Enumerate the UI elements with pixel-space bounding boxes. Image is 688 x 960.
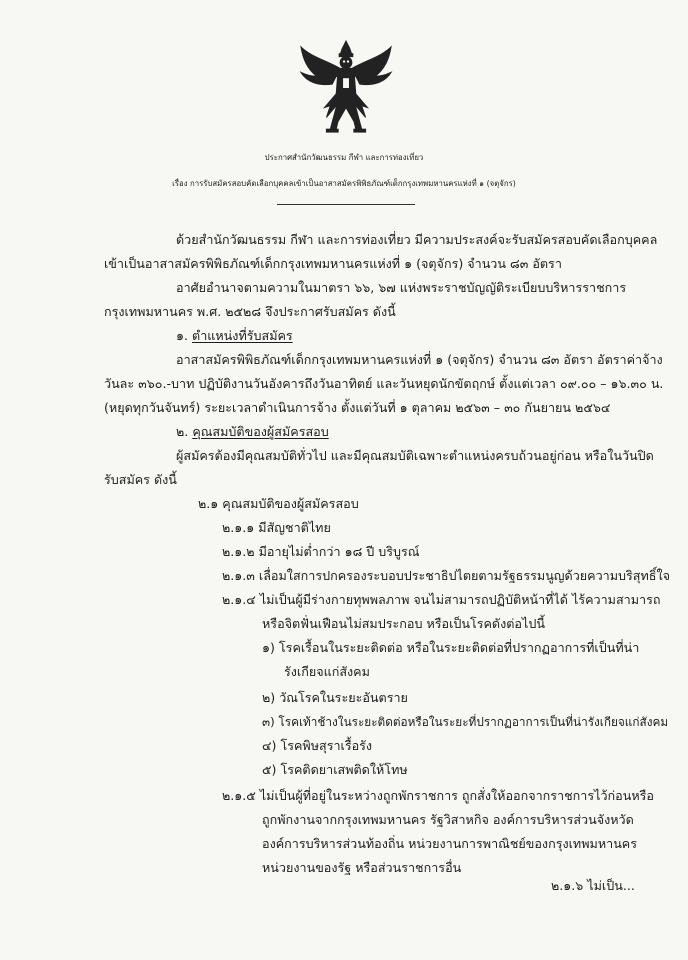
section1-number: ๑. xyxy=(176,328,188,343)
item-2-1-4-line2: หรือจิตฟั่นเฟือนไม่สมประกอบ หรือเป็นโรคดังต่อไปนี้ xyxy=(262,616,545,631)
section2-heading xyxy=(176,424,329,440)
section2-number: ๒. xyxy=(176,424,189,439)
section1-title: ตำแหน่งที่รับสมัคร xyxy=(192,328,293,343)
intro-para1-line1: ด้วยสำนักวัฒนธรรม กีฬา และการท่องเที่ยว มีความประสงค์จะรับสมัครสอบคัดเลือกบุคคล xyxy=(176,232,658,247)
continuation-marker: ๒.๑.๖ ไม่เป็น... xyxy=(551,878,635,893)
item-2-1-4-line1: ๒.๑.๔ ไม่เป็นผู้มีร่างกายทุพพลภาพ จนไม่สามารถปฏิบัติหน้าที่ได้ ไร้ความสามารถ xyxy=(222,592,661,607)
disease-2: ๒) วัณโรคในระยะอันตราย xyxy=(262,690,408,705)
item-2-1-5-line3: องค์การบริหารส่วนท้องถิ่น หน่วยงานการพาณิชย์ของกรุงเทพมหานคร xyxy=(262,836,637,851)
garuda-emblem xyxy=(297,38,395,138)
intro-para2-line1: อาศัยอำนาจตามความในมาตรา ๖๖, ๖๗ แห่งพระราชบัญญัติระเบียบบริหารราชการ xyxy=(176,280,627,295)
item-2-1-5-line4: หน่วยงานของรัฐ หรือส่วนราชการอื่น xyxy=(262,860,462,875)
intro-para2-line2: กรุงเทพมหานคร พ.ศ. ๒๕๒๘ จึงประกาศรับสมัคร ดังนี้ xyxy=(104,304,396,319)
intro-para1-line2: เข้าเป็นอาสาสมัครพิพิธภัณฑ์เด็กกรุงเทพมหานครแห่งที่ ๑ (จตุจักร) จำนวน ๘๓ อัตรา xyxy=(104,256,562,271)
section1-heading xyxy=(176,328,293,344)
item-2-1-5-line2: ถูกพักงานจากกรุงเทพมหานคร รัฐวิสาหกิจ องค์การบริหารส่วนจังหวัด xyxy=(262,812,634,827)
announcement-title: ประกาศสำนักวัฒนธรรม กีฬา และการท่องเที่ยว xyxy=(264,153,424,162)
section1-line1: อาสาสมัครพิพิธภัณฑ์เด็กกรุงเทพมหานครแห่งที่ ๑ (จตุจักร) จำนวน ๘๓ อัตรา อัตราค่าจ้าง xyxy=(176,352,663,367)
section2-title: คุณสมบัติของผู้สมัครสอบ xyxy=(192,424,329,439)
disease-4: ๔) โรคพิษสุราเรื้อรัง xyxy=(262,738,373,753)
title-divider xyxy=(277,204,415,205)
section1-line3: (หยุดทุกวันจันทร์) ระยะเวลาดำเนินการจ้าง ตั้งแต่วันที่ ๑ ตุลาคม ๒๕๖๓ – ๓๐ กันยายน ๒๕๖๔ xyxy=(104,400,611,415)
item-2-1-3: ๒.๑.๓ เลื่อมใสการปกครองระบอบประชาธิปไตยตามรัฐธรรมนูญด้วยความบริสุทธิ์ใจ xyxy=(222,568,670,583)
section1-line2: วันละ ๓๖๐.-บาท ปฏิบัติงานวันอังคารถึงวันอาทิตย์ และวันหยุดนักขัตฤกษ์ ตั้งแต่เวลา ๐๙.๐๐ – ๑๖.๓๐ น. xyxy=(104,376,664,391)
disease-5: ๕) โรคติดยาเสพติดให้โทษ xyxy=(262,762,408,777)
item-2-1-1: ๒.๑.๑ มีสัญชาติไทย xyxy=(222,520,331,535)
item-2-1-2: ๒.๑.๒ มีอายุไม่ต่ำกว่า ๑๘ ปี บริบูรณ์ xyxy=(222,544,420,559)
announcement-subject: เรื่อง การรับสมัครสอบคัดเลือกบุคคลเข้าเป็นอาสาสมัครพิพิธภัณฑ์เด็กกรุงเทพมหานครแห่งที่ ๑ (จตุจักร) xyxy=(172,179,516,188)
disease-1-line2: รังเกียจแก่สังคม xyxy=(284,664,370,679)
section2-line2: รับสมัคร ดังนี้ xyxy=(104,472,177,487)
section2-1-heading: ๒.๑ คุณสมบัติของผู้สมัครสอบ xyxy=(198,496,359,511)
item-2-1-5-line1: ๒.๑.๕ ไม่เป็นผู้ที่อยู่ในระหว่างถูกพักราชการ ถูกสั่งให้ออกจากราชการไว้ก่อนหรือ xyxy=(222,788,654,803)
section2-line1: ผู้สมัครต้องมีคุณสมบัติทั่วไป และมีคุณสมบัติเฉพาะตำแหน่งครบถ้วนอยู่ก่อน หรือในวันปิด xyxy=(176,448,654,463)
disease-3: ๓) โรคเท้าช้างในระยะติดต่อหรือในระยะที่ปรากฏอาการเป็นที่น่ารังเกียจแก่สังคม xyxy=(262,715,669,729)
disease-1-line1: ๑) โรคเรื้อนในระยะติดต่อ หรือในระยะติดต่อที่ปรากฏอาการที่เป็นที่น่า xyxy=(262,640,640,655)
